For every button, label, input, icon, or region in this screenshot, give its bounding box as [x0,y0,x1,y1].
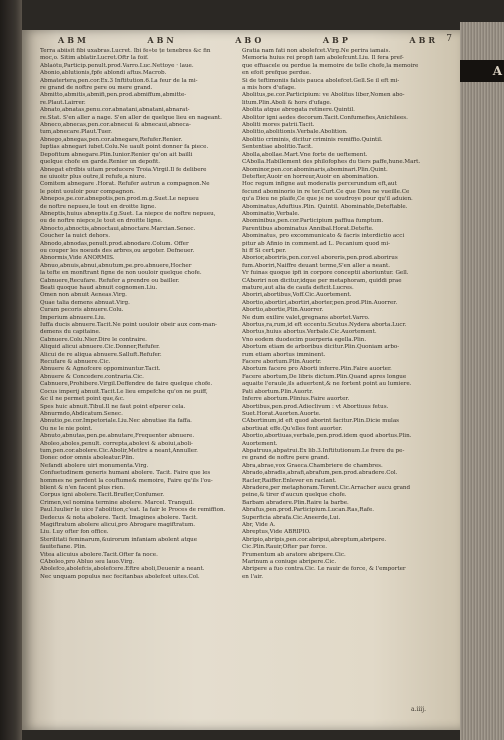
dictionary-page [22,30,460,730]
entry-line: Abominatus,Aduftius.Plin. Quintil. Abominable,Deteftable. [242,203,408,210]
entry-line: le point uouloir pour compagnon. [40,188,135,195]
entry-line: tum,abnecare.Plaut.Tuer. [40,129,112,136]
entry-line: Abortus,ra,rum,id eft eccentu.Scutus.Nydera aborta.Lucr. [242,322,407,329]
entry-line: Facere abortum.Plin.Auortr. [242,359,322,366]
entry-line: Abolefco,abolefcis,abolefcere.Eftre aboli,Deuenir a neant. [40,566,205,573]
entry-line: Abolitus,pe.cor.Participium: ve Abolitus liber,Nomen abo- [242,92,405,99]
entry-line: Abnutio,pe.cor.Impetoriale.Liu.Nec abnutiae ita faffa. [40,418,192,425]
entry-line: demens du capitaine. [40,329,101,336]
entry-line: Inferre abortum.Plinius.Faire auorter. [242,396,350,403]
entry-line: Si de teftimoniis falsis pauca abolefcet.Gell.Se il eft mi- [242,77,400,84]
entry-line: Confuetudinem generis humani abolere. Tacit. Faire que les [40,470,211,477]
entry-line: Pati abortum.Plin.Auortr. [242,388,314,395]
entry-line: Abrado,abradis,abrafi,abrafum,pen.prod.abradere.Col. [242,470,398,477]
entry-line: CAbortinum,id eft quod aborint facitur.Plin.Dicie mulas [242,418,400,425]
entry-line: Abortus,huius abortus.Verbale.Cic.Auortement. [242,329,377,336]
entry-line: Beati quoque haud abnuit cognomen.Liu. [40,285,158,291]
head-word-5: ABR [409,35,438,45]
entry-line: Aboleo,aboles,penult. correpta,abolevi & aboiui,aboli- [40,440,193,447]
entry-line: Curam pecoris abnuere.Colu. [40,307,124,314]
entry-line: Cic.Plin.Rauir,Ofter par force. [242,544,327,551]
entry-line: peine,& tirer d'aucun quelque chofe. [242,492,347,499]
entry-line: Abortum etiam de arboribus dicitur.Plin.Quoniam arbo- [242,344,400,351]
entry-line: Imperium abnuere.Liu. [40,314,106,321]
entry-line: Abpatruus,abpatrui.Ex lib.3.Inftitutionum.Le frere du pe- [242,447,405,454]
entry-line: Abominatus, pro excommunicato & facris interdictio acci [242,233,405,240]
entry-line: Crimen,vel nomina termine abolere. Marcel. Tranquil. [40,499,194,506]
signature-mark: a.iiij. [410,706,426,713]
entry-line: Abripio,abripis,pen.cor.abripui,abreptum,abripere. [242,536,387,543]
entry-line: Abolla,abollae.Mart.Vne forte de ueftement. [242,151,368,158]
entry-line: Cabnuere.Colu.Nier.Dire le contraire. [40,336,147,343]
entry-line: Gratia nam fati non abolefcet.Virg.Ne perira iamais. [242,48,391,54]
entry-line: Nefandi abolere uiri monumenta.Virg. [40,462,149,469]
entry-line: CAbolla.Habillement des philofophes du tiers paffe,hune.Mart. [242,159,421,166]
entry-line: Terra abiisit fibi uxabras.Lucret. Ibi fe»te ṭe tenebres &c fin [40,48,211,54]
entry-line: Facere abortum,De libris dictum.Plin.Quand apres longue [242,373,407,380]
entry-line: aquaite l'eraule,ils aduertent,& ne fortent point au lumiere. [242,381,412,388]
entry-line: Abolitor igni aedes decorum.Tacit.Confumefies,Anichilees. [242,114,408,121]
entry-line: Aborior,aboriris,pen.cor.vel aboreris,pen.prod.aborirus [242,255,398,262]
entry-line: Abneco,abnecas,pen.cor.abnecui & abnecaui,abneca- [40,122,191,129]
entry-line: Aboriri,abortibus,Voff.Cic.Auortement. [242,292,352,299]
entry-line: abortiuat effe.Qu'elles font auorter. [242,425,343,432]
entry-line: Abolitio,abolitionis.Verbale.Abolition. [242,129,348,136]
entry-line: Abnego,abnegas,pen.cor.abnegare,Refufer.Renier. [40,136,183,143]
entry-line: Abnato,abnatas,penu.cor.abnatani,abnatani,abnarat- [40,107,190,114]
entry-line: Abnuto,abnutas,pen.pe.abnutare,Frequenter abnuere. [40,433,195,440]
entry-line: Omen non abnuit Aeneas.Virg. [40,292,127,299]
entry-line: re.Plaut.Lairrer. [40,99,86,106]
entry-line: Abortio,abortiuas,verbale,pen.prod.idem quod abortus.Plin. [242,433,412,440]
entry-line: Detefter,Auoir en horreur,Auoir en abomination. [242,173,379,180]
entry-line: Liu. Luy ofter fon office. [40,529,109,536]
entry-line: Cocus imperij abnuit.Tacit.Le lieu empefche qu'on ne puiff, [40,388,208,395]
entry-line: Abnepos,pe.cor.abnepotis,pen.prod.m.g.Suet.Le nepueu [40,196,199,203]
entry-line: Abnurmdo,Abdicatum.Senec. [40,410,123,417]
entry-line: blient & n'en facent plus rien. [40,484,125,491]
entry-line: Marinum a coniuge abripere.Cic. [242,559,337,566]
entry-line: Abortio,abortie,Plin.Auorrer. [242,307,324,314]
entry-line: Spes huic abnuit.Tibul.Il ne faut point efperer cela. [40,403,186,410]
entry-line: ne uiuoitr plus outre,il refufe,a niure. [40,173,147,180]
entry-line: ou de noftre niepce,le tout en droitte ligne. [40,218,163,225]
entry-line: Donec odor omnis aboleatur.Plin. [40,455,135,462]
entry-line: de noftre nepueu,le tout en droitte ligne. [40,203,157,210]
entry-line: re grand de noftre pere grand. [242,455,330,462]
entry-line: Abnormis,Vide ANORMIS. [40,255,115,262]
entry-line: Suet.Horat.Auorten.Auorte. [242,410,321,417]
entry-line: Memoria huius rei propfi iam abolefcunt.Liu. Il fera pref- [242,55,404,62]
entry-line: Ne dum exilire valet,gregnans abortet.Varro. [242,314,370,321]
entry-line: Dedecus & nota abolere. Tacit. Imagines abolere. Tacit. [40,514,198,521]
entry-line: Sterilitati feminarum,&uirorum infaniam abolent atque [40,536,198,543]
entry-line: Abripere a fuo contra.Cic. Le rauir de force, & l'emporter [242,566,406,573]
entry-line: rum etiam abortus imminent. [242,351,326,358]
entry-line: a mis hors d'ufage. [242,85,296,92]
entry-line: Coucher la nuict dehors. [40,233,110,240]
entry-line: CAboriri non dicitur,idque per metaphoram, quiddi prae [242,277,402,284]
entry-line: que effuacele ou perdue la memoire de telle chofe,la memoire [242,62,419,69]
entry-line: Abnodo,abnodas,penult.prod.abnodare.Colum. Offer [40,240,189,247]
entry-line: Abrafus,pen.prod.Participium.Lucan.Ras,Rafe. [242,507,375,514]
entry-line: fum.Aboriri,Naiffre deuant terme,S'en aller a neant. [242,262,391,269]
entry-line: Abr, Vide A. [242,522,276,528]
head-word-2: ABN [147,35,177,45]
entry-line: Cabnuere,Prohibere.Virgil.Deffendre de faire quelque chofe. [40,381,213,388]
entry-line: Racler,Raiffer.Enlever en raclant. [242,477,337,484]
entry-line: Abra,abrae,vox Graeca.Chambriere de chambres. [242,462,383,469]
entry-line: Abnuere & Concedere.contraria.Cic. [40,373,144,380]
head-word-1: ABM [58,35,89,45]
entry-line: Abortibus,pen.prod.Adieclivum : vt Abortiuus fetus. [242,403,389,410]
entry-line: Hoc regum infigne aut moderatis percerundum eft,aut [242,181,397,188]
entry-line: hommes ne perdent la couftume& memoire, Faire qu'ils l'ou- [40,477,213,484]
page-edges [460,22,504,740]
right-column [242,48,428,643]
entry-line: Recufare & abnuere.Cic. [40,359,111,366]
entry-line: Vno eodem duodecim puerperia egella.Plin. [242,336,367,343]
entry-line: Auortement. [242,440,278,447]
entry-line: Iuptias abnegari iubet.Colu.Ne uault point donner fa piece. [40,144,209,151]
entry-line: Abreptus,Vide ABRIPIO. [242,529,311,536]
entry-line: Depofitum abnegare.Plin.Iunior.Renier qu'on ait bailli [40,151,193,158]
entry-line: Corpus igni abolere.Tacit.Brufler,Confumer. [40,492,165,499]
entry-line: en efoit prefque perdue. [242,70,311,77]
entry-line: re.Stat. S'en aller a nage. S'en aller de quelque lieu en nageant. [40,114,222,121]
entry-line: re grand de noftre pere ou mere grand. [40,85,153,92]
entry-line: Comitem abnegare .Horat. Refufer autrun a compagnon.Ne [40,181,210,188]
entry-line: ou couper les noeuds des arbres,ou argoter. Defneuer. [40,247,195,254]
entry-line: Abmitto,abmitis,abmifi,pen.prod.abmiffum,abmitte- [40,92,187,99]
entry-line: Aliquid alicui abnuere.Cic.Donner,Refufer. [40,344,160,351]
entry-line: Abominatio,Verbale. [242,210,300,217]
entry-line: Parentibus abominatus Annibal.Horat.Detefte. [242,225,374,232]
entry-line: Sententiae abolitio.Tacit. [242,144,313,151]
entry-line: Magiftratum abolere alicui,pro Abrogare magiftratum. [40,522,196,528]
entry-line: Abolita atque abrogata retinere.Quintil. [242,107,355,114]
entry-line: fauitefiane. Plin. [40,544,87,551]
head-word-3: ABO [235,35,265,45]
entry-line: Superficia abrafa.Cic.Aneerde,Lui. [242,514,341,521]
entry-line: Abominibus,pen.cor.Participium paffiua fumptum. [242,218,384,225]
entry-line: hi ff Si cert.per. [242,247,287,254]
entry-line: Aboliti mores patrii.Tacit. [242,122,315,129]
entry-line: Vitea alicuius abolere.Tacit.Ofter fa noce. [40,551,158,558]
entry-line: Barbam abradere.Plin.Raire la barbe. [242,499,349,506]
entry-line: quelque chofe en garde.Renier un depofit. [40,159,161,166]
entry-line: Abortum facere pro Aborti inferre.Plin.Faire auorter. [242,366,392,373]
entry-line: Iuffa ducis abnuere.Tacit.Ne point uouloir obeir aux com-man- [40,322,217,329]
entry-line: Abnuere & Agnofcere oppominuntur.Tacit. [40,366,161,373]
page-number: 7 [446,34,452,44]
entry-line: en l'air. [242,573,263,580]
entry-line: Quae talia demens abnuat.Virg. [40,299,130,306]
entry-line: Abnuo,abnuis,abnui,abnutum,pe.pro.abnuere,Hocher [40,262,192,269]
entry-line: Abolitio criminis, dicitur criminis remiffio.Quintil. [242,136,383,143]
thumb-index-tab: A [460,60,504,82]
entry-line: Vr fuinas quoque ipfi in corpore conceptii aboriuntur. Gell. [242,270,409,277]
entry-line: la tefte en monftrant figne de non uouloir quelque chofe. [40,270,202,277]
entry-line: Abonio,ablutionis,fpfe ablondi aftus.Macrob. [40,70,167,77]
entry-line: Abortio,abortiri,abortiri,aborter,pen.prod.Plin.Auorrer. [242,299,398,306]
entry-line: Nec unquam populus nec fecitanbas abolefcet uites.Col. [40,573,200,580]
entry-line: mature,aut alia de caufa deficit.Lucres. [242,285,354,291]
entry-line: &c il ne permet point que,&c. [40,396,125,403]
entry-line: Abradere,per metaphoram.Terent.Cic.Arracher aucu grand [242,484,411,491]
entry-line: litum.Plin.Aboli & hors d'ufage. [242,99,332,106]
entry-line: qu'a Dieu ne plaife,Ce que je ne uoudroye pour qu'il aduien. [242,196,413,203]
entry-line: Paul.Iuulier le uice l'abolition,c'eat. Ia fair le Proces de remiffion. [40,507,226,514]
head-word-4: ABP [322,35,351,45]
entry-line: Abominor,pen.cor.abominaris,abominari.Plin.Quint. [242,166,388,173]
entry-line: Abnocto,abnoctis,abnoctaui,abnoctare.Marcian.Senec. [40,225,196,232]
entry-line: Ablaótu,Particip.penult.prod.Varro.Luc.Nettoye · laue. [40,62,194,69]
book-gutter [0,0,22,740]
entry-line: fecund abominorio in re ter.Curt.Ce que Dieu ne vueille.Ce [242,188,410,195]
entry-line: tum,pen.cor.abolere.Cic.Abolir,Mettre a neant,Annuller. [40,447,198,454]
running-head [58,35,438,45]
entry-line: Cabnuere,Recufare. Refufer a prendre ou bailler. [40,277,180,284]
entry-line: pitur ab Afinio in comment.ad L. Pecanium quod mi- [242,240,391,247]
entry-line: Alicui de re aliqua abnuere.Salluft.Refufer. [40,351,162,358]
entry-line: Ou ne le nie point. [40,425,93,432]
entry-line: moc‚o. Sitim ablatir.Lucret.Oftr la foif. [40,55,149,62]
entry-line: Frumentum ab aratore abripere.Cic. [242,551,346,558]
entry-line: Abnegat efrdbis uitam producere Troia.Virgil.Il fe delibere [40,166,207,173]
entry-line: Abneptis,huius abneptis.f.g.Suet. La niepce de noftre nepueu, [40,210,216,217]
entry-line: Abmaterterа,pen.cor.Ex.3 Inftitution.6.La feur de la mi- [40,77,198,84]
entry-line: CAboleo,pro Abluo seu lauo.Virg. [40,559,135,566]
left-column [40,48,226,663]
